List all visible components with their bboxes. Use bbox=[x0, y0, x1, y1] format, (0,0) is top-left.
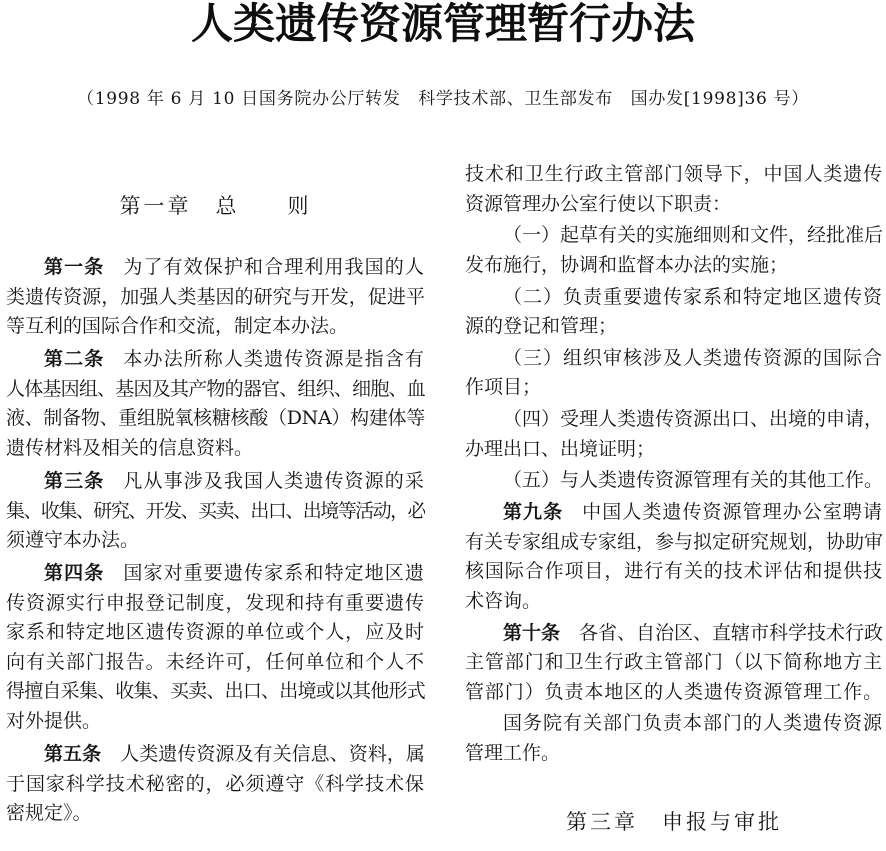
text-line: 集、收集、研究、开发、买卖、出口、出境等活动，必 bbox=[6, 499, 425, 522]
text-line-content: 中国人类遗传资源管理办公室聘请 bbox=[582, 501, 883, 524]
text-line: 密规定》。 bbox=[6, 802, 92, 825]
article-5 bbox=[6, 740, 425, 829]
text-line: 管理工作。 bbox=[465, 741, 561, 764]
issuance-note: （1998 年 6 月 10 日国务院办公厅转发 科学技术部、卫生部发布 国办发[1998]36 号） bbox=[77, 89, 809, 109]
document-title: 人类遗传资源管理暂行办法 bbox=[190, 0, 695, 48]
text-line: （三）组织审核涉及人类遗传资源的国际合 bbox=[503, 346, 883, 369]
duty-item-2 bbox=[465, 283, 883, 342]
text-line-content: 为了有效保护和合理利用我国的人 bbox=[123, 256, 425, 278]
text-line bbox=[6, 253, 425, 283]
article-3 bbox=[6, 467, 425, 556]
text-line-content: 本办法所称人类遗传资源是指含有 bbox=[123, 348, 425, 371]
article-label: 第九条 bbox=[503, 501, 564, 524]
continued-paragraph bbox=[465, 160, 883, 219]
text-line: 核国际合作项目，进行有关的技术评估和提供技 bbox=[465, 560, 883, 583]
text-line: 须遵守本办法。 bbox=[6, 529, 140, 552]
left-column bbox=[6, 253, 425, 829]
text-line: 传资源实行申报登记制度，发现和持有重要遗传 bbox=[6, 591, 425, 614]
text-line: 管部门）负责本地区的人类遗传资源管理工作。 bbox=[465, 680, 883, 703]
text-line: 发布施行，协调和监督本办法的实施； bbox=[465, 253, 789, 276]
text-line bbox=[465, 498, 883, 528]
article-label: 第三条 bbox=[44, 470, 105, 493]
text-line: 等互利的国际合作和交流，制定本办法。 bbox=[6, 315, 349, 337]
text-line: 得擅自采集、收集、买卖、出口、出境或以其他形式 bbox=[6, 680, 425, 703]
text-line: 资源管理办公室行使以下职责： bbox=[465, 192, 732, 215]
right-column bbox=[465, 160, 883, 768]
duty-item-3 bbox=[465, 344, 883, 403]
text-line: 术咨询。 bbox=[465, 589, 542, 612]
text-line: 国务院有关部门负责本部门的人类遗传资源 bbox=[503, 712, 883, 735]
chapter-heading: 第一章 总 则 bbox=[119, 194, 312, 218]
text-line: 于国家科学技术秘密的，必须遵守《科学技术保 bbox=[6, 772, 425, 795]
text-line bbox=[6, 559, 425, 589]
text-line: 主管部门和卫生行政主管部门（以下简称地方主 bbox=[465, 651, 883, 674]
text-line: 家系和特定地区遗传资源的单位或个人，应及时 bbox=[6, 621, 425, 644]
text-line-content: 人类遗传资源及有关信息、资料，属 bbox=[120, 743, 425, 766]
duty-item-4 bbox=[465, 405, 883, 464]
text-line-content: 各省、自治区、直辖市科学技术行政 bbox=[579, 621, 883, 644]
article-label: 第一条 bbox=[44, 256, 105, 278]
text-line: 作项目； bbox=[465, 376, 542, 399]
text-line: 技术和卫生行政主管部门领导下，中国人类遗传 bbox=[465, 163, 883, 185]
text-line: 向有关部门报告。未经许可，任何单位和个人不 bbox=[6, 650, 425, 673]
chapter-heading: 第三章 申报与审批 bbox=[566, 810, 782, 834]
text-line: 办理出口、出境证明； bbox=[465, 437, 656, 460]
text-line: 对外提供。 bbox=[6, 709, 102, 732]
article-label: 第四条 bbox=[44, 562, 105, 585]
text-line: 类遗传资源，加强人类基因的研究与开发，促进平 bbox=[6, 285, 425, 308]
article-label: 第十条 bbox=[503, 621, 560, 644]
article-1 bbox=[6, 253, 425, 342]
text-line: （二）负责重要遗传家系和特定地区遗传资 bbox=[503, 285, 883, 308]
text-line: 遗传材料及相关的信息资料。 bbox=[6, 436, 254, 459]
text-line-content: 国家对重要遗传家系和特定地区遗 bbox=[123, 562, 425, 585]
text-line bbox=[465, 619, 883, 649]
article-9 bbox=[465, 498, 883, 616]
article-label: 第二条 bbox=[44, 348, 105, 371]
text-line: 有关专家组成专家组，参与拟定研究规划，协助审 bbox=[465, 530, 883, 553]
article-10 bbox=[465, 619, 883, 708]
text-line: 源的登记和管理； bbox=[465, 315, 618, 338]
closing-paragraph bbox=[465, 709, 883, 768]
article-4 bbox=[6, 559, 425, 736]
article-label: 第五条 bbox=[44, 743, 102, 766]
text-line bbox=[6, 345, 425, 375]
text-line-content: 凡从事涉及我国人类遗传资源的采 bbox=[123, 470, 425, 493]
article-2 bbox=[6, 345, 425, 463]
text-line: （一）起草有关的实施细则和文件，经批准后 bbox=[503, 224, 883, 247]
text-line: （五）与人类遗传资源管理有关的其他工作。 bbox=[503, 469, 883, 492]
text-line bbox=[6, 467, 425, 497]
text-line: 人体基因组、基因及其产物的器官、组织、细胞、血 bbox=[6, 377, 425, 400]
duty-item-1 bbox=[465, 221, 883, 280]
text-line: （四）受理人类遗传资源出口、出境的申请， bbox=[503, 408, 883, 431]
duty-item-5 bbox=[465, 466, 883, 496]
text-line bbox=[6, 740, 425, 770]
text-line: 液、制备物、重组脱氧核糖核酸（DNA）构建体等 bbox=[6, 407, 425, 430]
